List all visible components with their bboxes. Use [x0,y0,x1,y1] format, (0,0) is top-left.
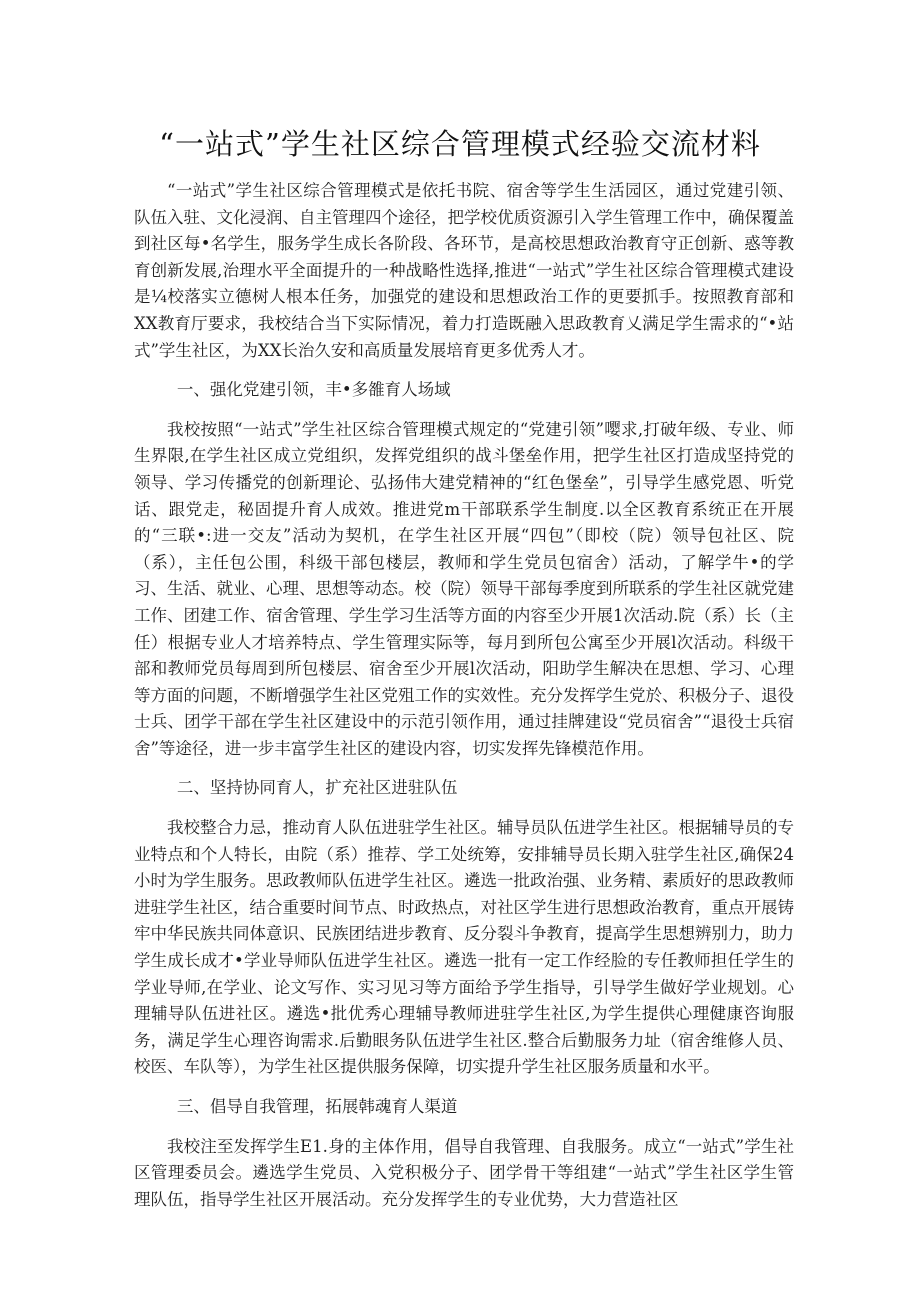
section-paragraph-2: 我校整合力忌，推动育人队伍进驻学生社区。辅导员队伍进学生社区。根据辅导员的专业特点和个人特长，由院（系）推荐、学工处统筹，安排辅导员长期入驻学生社区,确保24小时为学生服务。思政教师队伍进学生社区。遴选一批政治强、业务精、素质好的思政教师进驻学生社区，结合重要时间节点、时政热点，对社区学生进行思想政治教育，重点开展铸牢中华民族共同体意识、民族团结进步教育、反分裂斗争教育，提高学生思想辨别力，助力学生成长成才•学业导师队伍进学生社区。遴选一批有一定工作经脸的专任教师担任学生的学业导师,在学业、论文写作、实习见习等方面给予学生指导，引导学生做好学业规划。心理辅导队伍进社区。遴选•批优秀心理辅导教师进驻学生社区,为学生提供心理健康咨询服务，满足学生心理咨询需求.后勤眼务队伍进学生社区.整合后勤服务力址（宿舍维修人员、校医、车队等），为学生社区提供服务保障，切实提升学生社区服务质量和水平。 [134,818,794,1077]
document-title: “一站式”学生社区综合管理模式经验交流材料 [159,127,761,161]
intro-paragraph: “一站式”学生社区综合管理模式是依托书院、宿舍等学生生活园区，通过党建引领、队伍入驻、文化浸润、自主管理四个途径，把学校优质资源引入学生管理工作中，确保覆盖到社区每•名学生，服务学生成长各阶段、各环节，是高校思想政治教育守正创新、惑等教育创新发展,治理水平全面提升的一种战略性选择,推进“一站式”学生社区综合管理模式建设是¼校落实立德树人根本任务，加强党的建设和思想政治工作的更要抓手。按照教育部和XX教育厅要求，我校结合当下实际情况，着力打造既融入思政教育乂满足学生需求的“•站式”学生社区，为XX长治久安和高质量发展培育更多优秀人才。 [134,181,794,360]
document-body [134,178,794,1226]
section-paragraph-3: 我校注至发挥学生E1.身的主体作用，倡导自我管理、自我服务。成立“一站式”学生社区管理委员会。遴选学生党员、入党积极分子、团学骨干等组建“一站式”学生社区学生管理队伍，指导学生社区开展活动。充分发挥学生的专业优势，大力营造社区 [134,1136,794,1209]
section-paragraph-1: 我校按照“一站式”学生社区综合管理模式规定的“党建引领”嘤求,打破年级、专业、师生界限,在学生社区成立党组织，发挥党组织的战斗堡垒作用，把学生社区打造成坚持党的领导、学习传播党的创新理论、弘扬伟大建党精神的“红色堡垒”，引导学生感党恩、听党话、跟党走，秘固提升育人成效。推进党m干部联系学生制度.以全区教育系统正在开展的“三联•:进一交友”活动为契机，在学生社区开展“四包”（即校（院）领导包社区、院（系），主任包公围，科级干部包楼层，教师和学生党员包宿舍）活动，了解学牛•的学习、生活、就业、心理、思想等动态。校（院）领导干部每季度到所联系的学生社区就党建工作、团建工作、宿舍管理、学生学习生活等方面的内容至少开展1次活动.院（系）长（主任）根据专业人才培养特点、学生管理实际等，每月到所包公寓至少开展l次活动。科级干部和教师党员每周到所包楼层、宿舍至少开展l次活动，阳助学生解决在思想、学习、心理等方面的问题，不断增强学生社区党殂工作的实效性。充分发挥学生党於、积极分子、退役士兵、团学干部在学生社区建设中的示范引领作用，通过挂牌建设“党员宿舍”“退役士兵宿舍”等途径，进一步丰富学生社区的建设内容，切实发挥先锋模范作用。 [134,419,794,758]
section-heading-3: 三、倡导自我管理，拓展韩魂育人渠道 [176,1097,458,1116]
section-heading-1: 一、强化党建引领，丰•多雒育人场域 [176,380,451,400]
section-heading-2: 二、坚持协同育人，扩充社区进驻队伍 [176,778,458,798]
